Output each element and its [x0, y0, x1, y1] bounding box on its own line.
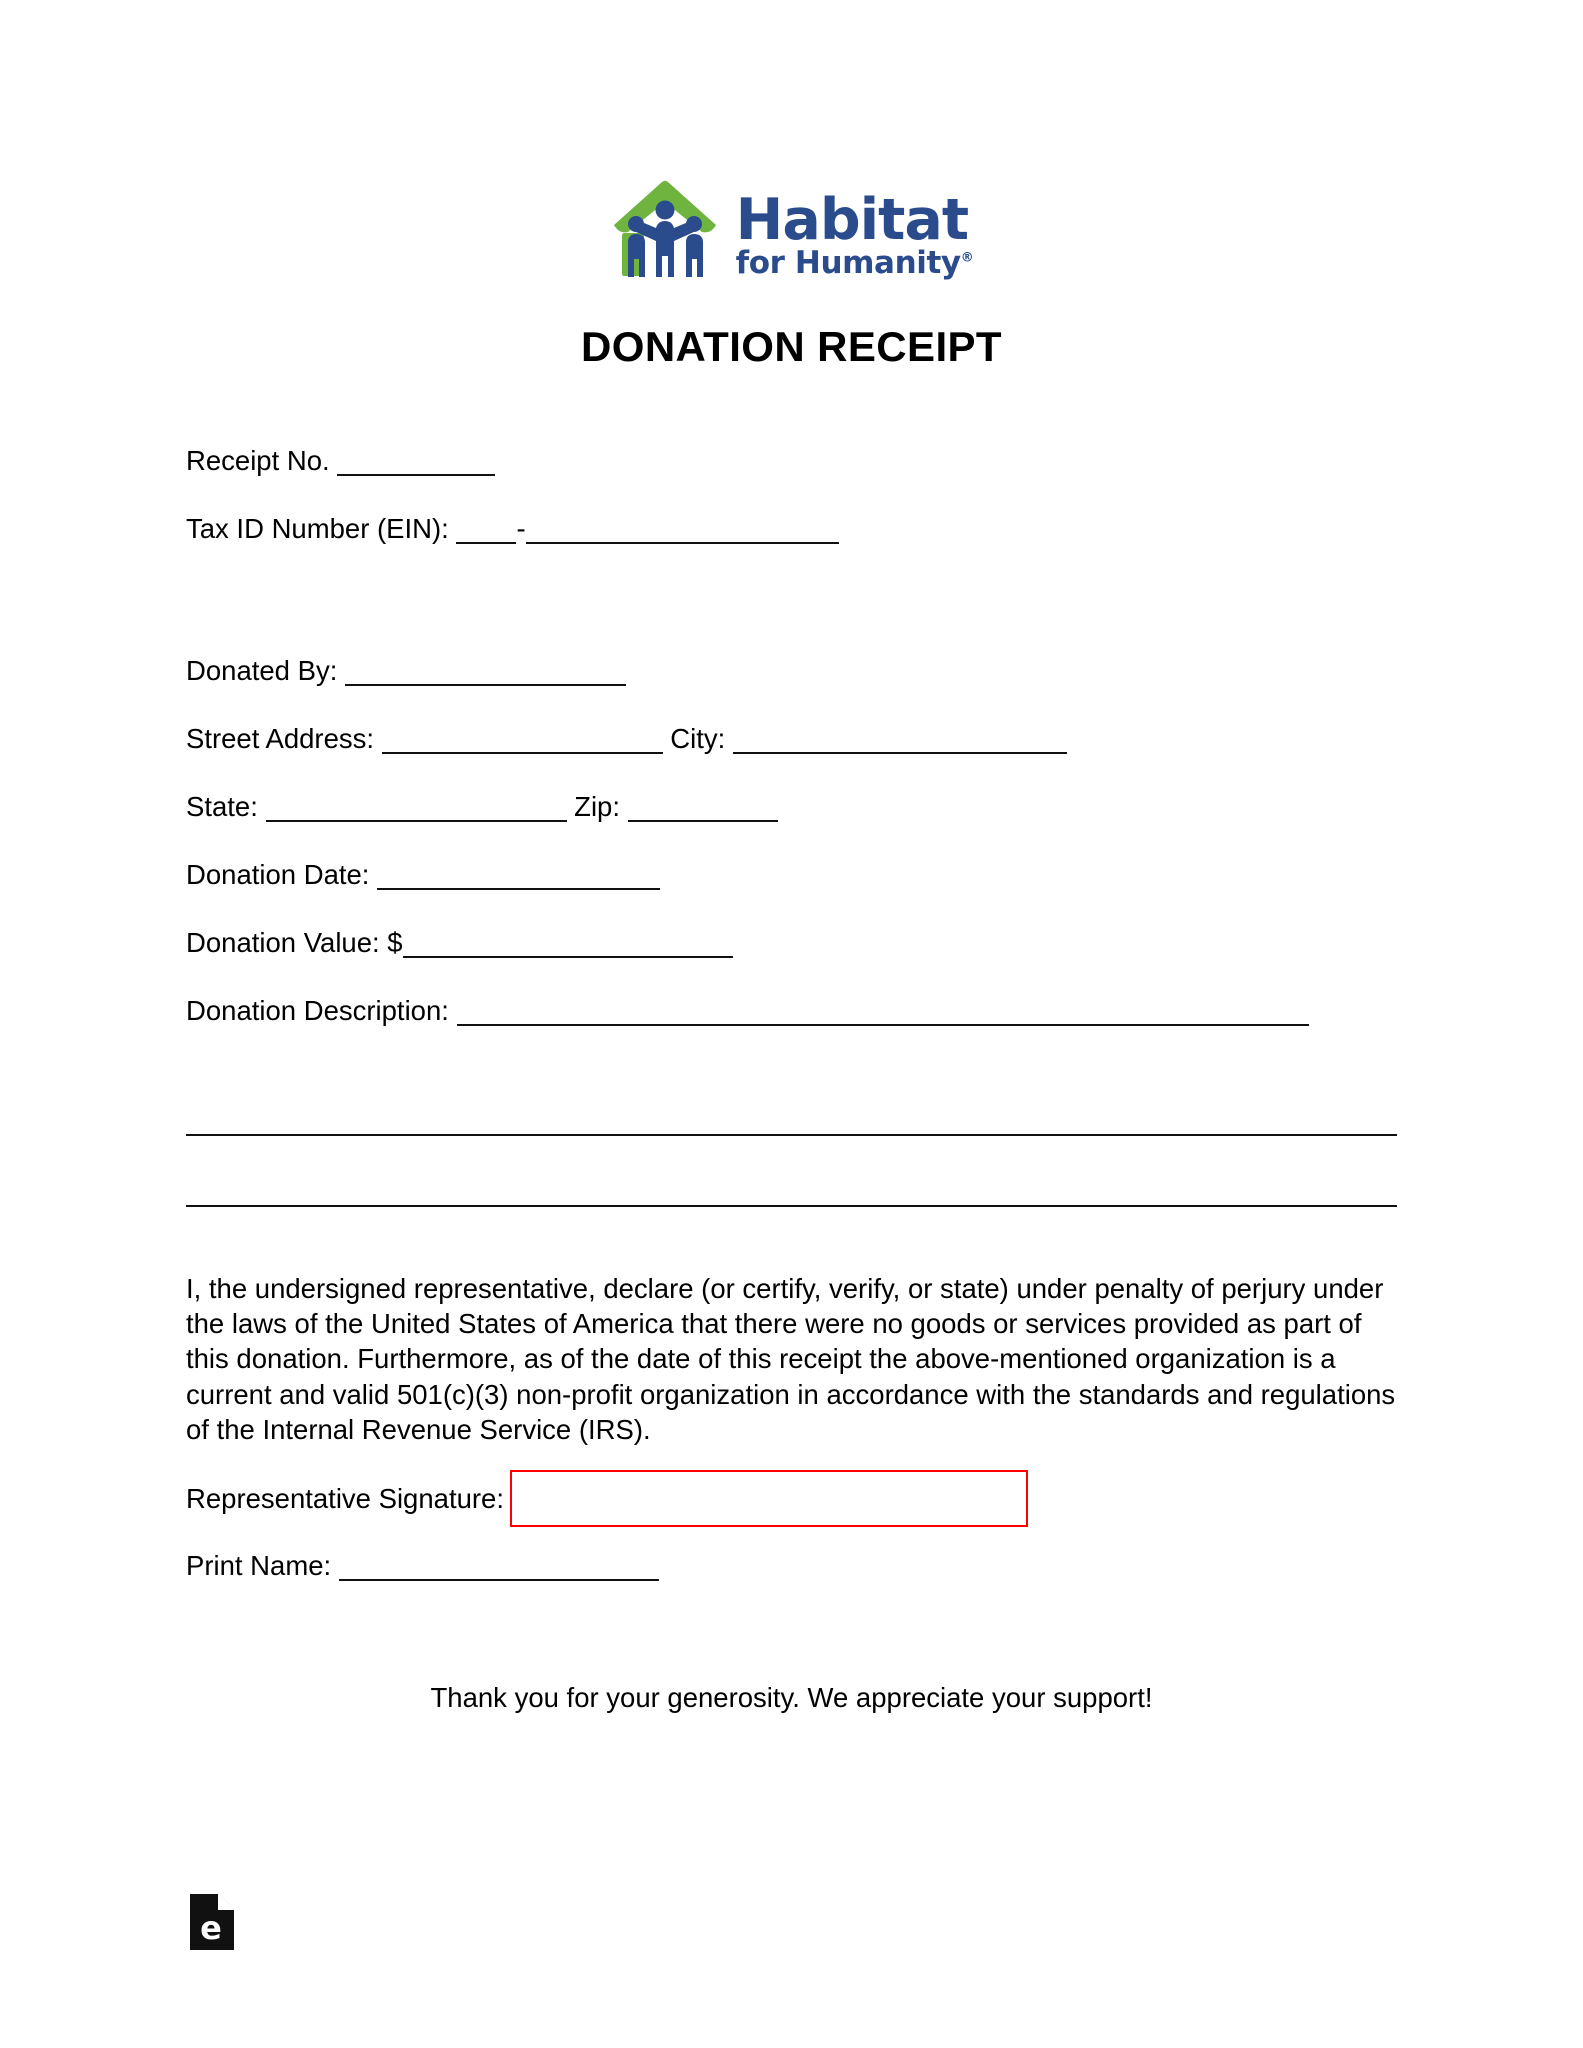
donation-description-input[interactable]: [457, 1024, 1309, 1026]
print-name-label: Print Name:: [186, 1550, 332, 1581]
form-fields: [186, 447, 1397, 1059]
field-row-donated-by: [186, 657, 1397, 686]
logo-line-habitat: Habitat: [735, 187, 969, 254]
donated-by-input[interactable]: [345, 684, 626, 686]
donation-value-input[interactable]: [403, 956, 733, 958]
registered-trademark-icon: ®: [960, 251, 974, 267]
field-row-address-city: [186, 725, 1397, 754]
receipt-no-label: Receipt No.: [186, 445, 330, 476]
city-label: City:: [670, 723, 726, 754]
habitat-for-humanity-logo: [0, 176, 1583, 280]
donation-date-input[interactable]: [377, 888, 660, 890]
donation-description-label: Donation Description:: [186, 995, 449, 1026]
declaration-paragraph: I, the undersigned representative, declare (or certify, verify, or state) under penalty of perjury under the laws of the United States of America that there were no goods or services provided as part of this donation. Furthermore, as of the date of this receipt the above-mentioned organization is a current and valid 501(c)(3) non-profit organization in accordance with the standards and regulations of the Internal Revenue Service (IRS).: [186, 1272, 1396, 1446]
logo-line-for-humanity: for Humanity®: [735, 245, 974, 282]
habitat-house-people-icon: [610, 176, 720, 280]
zip-label: Zip:: [574, 791, 620, 822]
field-row-receipt-no: [186, 447, 1397, 476]
donated-by-label: Donated By:: [186, 655, 338, 686]
thank-you-message: Thank you for your generosity. We appreciate your support!: [430, 1682, 1153, 1713]
donation-description-line-3[interactable]: [186, 1205, 1397, 1207]
street-address-input[interactable]: [382, 752, 663, 754]
page-title: DONATION RECEIPT: [581, 323, 1002, 370]
field-row-representative-signature: [186, 1470, 1028, 1527]
donation-description-line-2[interactable]: [186, 1134, 1397, 1136]
tax-id-suffix-input[interactable]: [526, 542, 839, 544]
street-address-label: Street Address:: [186, 723, 375, 754]
field-row-print-name: [186, 1550, 659, 1582]
tax-id-label: Tax ID Number (EIN):: [186, 513, 449, 544]
section-spacer: [186, 583, 1397, 657]
receipt-no-input[interactable]: [337, 474, 495, 476]
zip-input[interactable]: [628, 820, 778, 822]
print-name-input[interactable]: [339, 1579, 659, 1581]
eforms-document-icon[interactable]: [190, 1894, 234, 1950]
city-input[interactable]: [733, 752, 1067, 754]
field-row-donation-description: [186, 997, 1397, 1026]
tax-id-prefix-input[interactable]: [456, 542, 516, 544]
tax-id-separator: -: [516, 513, 526, 544]
logo-wordmark: [735, 187, 974, 282]
donation-value-label: Donation Value: $: [186, 927, 403, 958]
state-label: State:: [186, 791, 258, 822]
representative-signature-input[interactable]: [510, 1470, 1028, 1527]
state-input[interactable]: [266, 820, 567, 822]
field-row-donation-value: [186, 929, 1397, 958]
field-row-tax-id: [186, 515, 1397, 544]
donation-date-label: Donation Date:: [186, 859, 370, 890]
field-row-donation-date: [186, 861, 1397, 890]
representative-signature-label: Representative Signature:: [186, 1482, 504, 1514]
field-row-state-zip: [186, 793, 1397, 822]
svg-text:e: e: [200, 1909, 222, 1947]
